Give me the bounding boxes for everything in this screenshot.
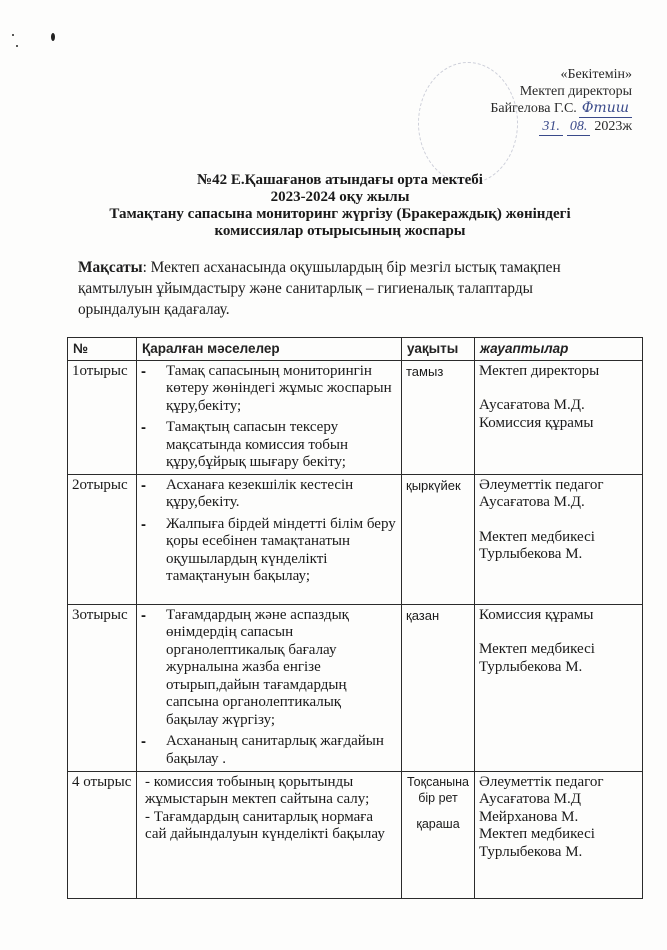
table-row — [68, 771, 643, 898]
table-row — [68, 474, 643, 604]
table-row — [68, 360, 643, 474]
date-year: 2023ж — [594, 119, 632, 134]
header-time: уақыты — [402, 338, 475, 361]
meeting-time: қазан — [402, 604, 475, 771]
date-day: 31. — [539, 118, 563, 136]
issue-item: - Тамақ сапасының мониторингін көтеру жөніндегі жұмыс жоспарын құру,бекіту; — [141, 362, 392, 414]
document-title — [60, 172, 620, 240]
dash-bullet-icon: - — [141, 362, 146, 380]
issue-item: - Тағамдардың санитарлық нормаға сай дайындалуын күнделікті бақылау — [145, 808, 385, 842]
meeting-number: 3отырыс — [68, 604, 137, 771]
signature: Фтиш — [579, 100, 632, 118]
meeting-responsible: Мектеп директоры Аусағатова М.Д. Комиссия құрамы — [475, 360, 643, 474]
issue-item: - Тағамдардың және аспаздық өнімдердің сапасын органолептикалық бағалау журналына жазба енгізе отырып,дайын тағамдардың сапсына органолептикалық бақылау жүргізу; — [141, 606, 349, 728]
meeting-issues — [137, 604, 402, 771]
issue-item: - Тамақтың сапасын тексеру мақсатында комиссия тобын құру,бұйрық шығару бекіту; — [141, 419, 348, 470]
scan-speck — [12, 34, 14, 36]
meeting-time: қыркүйек — [402, 474, 475, 604]
meeting-issues — [137, 360, 402, 474]
issue-item: - Асханаға кезекшілік кестесін құру,бекіту. — [141, 476, 354, 510]
meeting-time: Тоқсанына бір рет қараша — [402, 771, 475, 898]
meeting-issues — [137, 474, 402, 604]
title-school: №42 Е.Қашағанов атындағы орта мектебі — [197, 172, 483, 188]
meeting-responsible: Әлеуметтік педагог Аусағатова М.Д. Мектеп медбикесі Турлыбекова М. — [475, 474, 643, 604]
meeting-issues — [137, 771, 402, 898]
dash-bullet-icon: - — [141, 476, 146, 494]
approval-date — [400, 118, 632, 136]
meeting-number: 1отырыс — [68, 360, 137, 474]
approval-block — [400, 66, 632, 136]
issue-item: - комиссия тобының қорытынды жұмыстарын мектеп сайтына салу; — [145, 773, 370, 807]
scan-speck — [16, 45, 18, 47]
dash-bullet-icon: - — [141, 606, 146, 624]
date-month: 08. — [567, 118, 591, 136]
goal-text: Мектеп асханасында оқушылардың бір мезгіл ыстық тамақпен қамтылуын ұйымдастыру және санитарлық – гигиеналық талаптарды орындалуын қадағалау. — [78, 259, 561, 318]
meeting-number: 4 отырыс — [68, 771, 137, 898]
goal-separator: : — [142, 259, 147, 276]
issue-item: - Жалпыға бірдей міндетті білім беру қоры есебінен тамақтанатын оқушылардың күнделікті тамақтануын бақылау; — [141, 515, 396, 584]
scan-speck — [51, 33, 55, 41]
approval-heading: «Бекітемін» — [560, 67, 632, 82]
dash-bullet-icon: - — [141, 733, 146, 750]
issue-item: - Асхананың санитарлық жағдайын бақылау . — [141, 733, 384, 767]
approval-name-line — [400, 100, 632, 118]
dash-bullet-icon: - — [141, 419, 146, 436]
header-number: № — [68, 338, 137, 361]
goal-paragraph — [78, 257, 618, 320]
title-subject: Тамақтану сапасына мониторинг жүргізу (Бракераждық) жөніндегі — [109, 206, 571, 222]
title-plan: комиссиялар отырысының жоспары — [214, 223, 466, 239]
meeting-number: 2отырыс — [68, 474, 137, 604]
dash-bullet-icon: - — [141, 515, 146, 533]
approval-position: Мектеп директоры — [519, 84, 632, 99]
goal-label: Мақсаты — [78, 259, 143, 276]
meeting-responsible: Әлеуметтік педагог Аусағатова М.Д Мейрханова М. Мектеп медбикесі Турлыбекова М. — [475, 771, 643, 898]
table-header-row — [68, 338, 643, 361]
table-row — [68, 604, 643, 771]
meeting-responsible: Комиссия құрамы Мектеп медбикесі Турлыбекова М. — [475, 604, 643, 771]
meeting-plan-table — [67, 337, 643, 899]
approval-name: Байгелова Г.С. — [490, 101, 577, 116]
title-year: 2023-2024 оқу жылы — [270, 189, 410, 205]
meeting-time: тамыз — [402, 360, 475, 474]
header-responsible: жауаптылар — [475, 338, 643, 361]
header-issues: Қаралған мәселелер — [137, 338, 402, 361]
